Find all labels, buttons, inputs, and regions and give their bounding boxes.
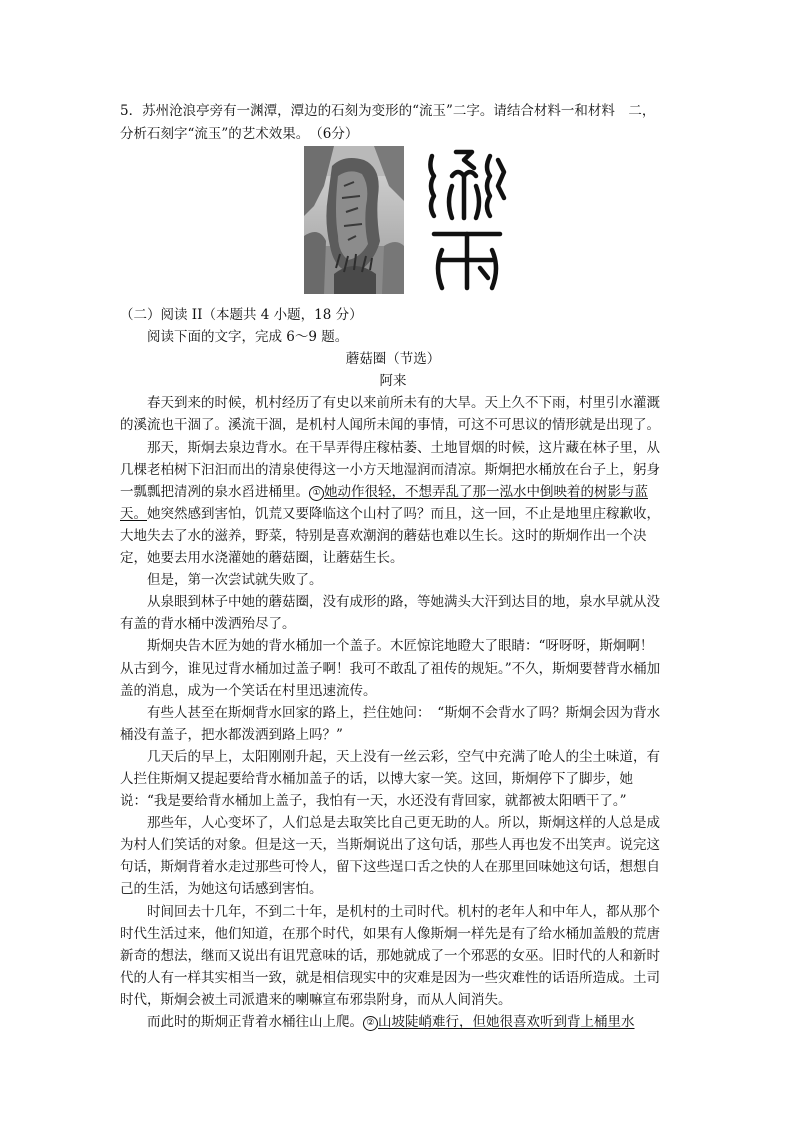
underlined-sentence-1: 她动作很轻，不想弄乱了那一泓水中倒映着的树影与蓝天。 bbox=[120, 483, 648, 522]
article-author: 阿来 bbox=[379, 373, 407, 390]
seal-char-yu bbox=[434, 234, 500, 288]
section-instruction: 阅读下面的文字，完成 6～9 题。 bbox=[147, 329, 349, 346]
paragraph-8: 那些年，人心变坏了，人们总是去取笑比自己更无助的人。所以，斯炯这样的人总是成为村人们笑话的对象。但是这一天，当斯炯说出了这句话，那些人再也发不出笑声。说完这句话，斯炯背着水走过那些可怜人，留下这些逞口舌之快的人在那里回味她这句话，想想自己的生活，为她这句话感到害怕。 bbox=[120, 815, 660, 898]
figure-row bbox=[304, 146, 544, 296]
seal-script-characters bbox=[424, 146, 510, 296]
paragraph-10 bbox=[120, 1011, 666, 1033]
seal-char-liu bbox=[430, 152, 504, 218]
paragraph-2-part-b: 她突然感到害怕，饥荒又要降临这个山村了吗？而且，这一回，不止是地里庄稼歉收，大地失去了水的滋养，野菜，特别是喜欢潮润的蘑菇也难以生长。这时的斯炯作出一个决定，她要去用水浇灌她的蘑菇圈，让蘑菇生长。 bbox=[120, 505, 660, 567]
paragraph-9: 时间回去十几年，不到二十年，是机村的土司时代。机村的老年人和中年人，都从那个时代生活过来，他们知道，在那个时代，如果有人像斯炯一样先是有了给水桶加盖般的荒唐新奇的想法，继而又说出有诅咒意味的话，那她就成了一个邪恶的女巫。旧时代的人和新时代的人有一样其实相当一致，就是相信现实中的灾难是因为一些灾难性的话语所造成。土司时代，斯炯会被土司派遣来的喇嘛宣布邪祟附身，而从人间消失。 bbox=[120, 903, 660, 1008]
stone-carving-photo bbox=[304, 146, 404, 294]
paragraph-10-part-a: 而此时的斯炯正背着水桶往山上爬。 bbox=[147, 1014, 363, 1030]
sentence-marker-2: ② bbox=[363, 1016, 378, 1031]
question-5-line-1: 5．苏州沧浪亭旁有一渊潭，潭边的石刻为变形的“流玉”二字。请结合材料一和材料 二， bbox=[120, 103, 656, 119]
stone-carving-image bbox=[304, 146, 404, 294]
paragraph-7: 几天后的早上，太阳刚刚升起，天上没有一丝云彩，空气中充满了呛人的尘土味道，有人拦住斯炯又提起要给背水桶加盖子的话，以博大家一笑。这回，斯炯停下了脚步，她说：“我是要给背水桶加上盖子，我怕有一天，水还没有背回家，就都被太阳晒干了。” bbox=[120, 748, 660, 810]
reading-section bbox=[120, 304, 666, 1033]
section-heading: （二）阅读 II（本题共 4 小题，18 分） bbox=[120, 307, 363, 323]
paragraph-1: 春天到来的时候，机村经历了有史以来前所未有的大旱。天上久不下雨，村里引水灌溉的溪流也干涸了。溪流干涸，是机村人闻所未闻的事情，可这不可思议的情形就是出现了。 bbox=[120, 395, 660, 434]
question-5-line-2: 分析石刻字“流玉”的艺术效果。 （6分） bbox=[120, 126, 359, 142]
paragraph-6: 有些人甚至在斯炯背水回家的路上，拦住她问： “斯炯不会背水了吗？斯炯会因为背水桶没有盖子，把水都泼洒到路上吗？” bbox=[120, 704, 661, 743]
underlined-sentence-2: 山坡陡峭难行，但她很喜欢听到背上桶里水 bbox=[378, 1014, 635, 1030]
paragraph-5: 斯炯央告木匠为她的背水桶加一个盖子。木匠惊诧地瞪大了眼睛：“呀呀呀，斯炯啊！从古到今，谁见过背水桶加过盖子啊！我可不敢乱了祖传的规矩。”不久，斯炯要替背水桶加盖的消息，成为一个笑话在村里迅速流传。 bbox=[120, 638, 661, 699]
paragraph-4: 从泉眼到林子中她的蘑菇圈，没有成形的路，等她满头大汗到达目的地，泉水早就从没有盖的背水桶中泼洒殆尽了。 bbox=[120, 594, 660, 633]
article-title: 蘑菇圈（节选） bbox=[345, 351, 441, 368]
paragraph-2 bbox=[120, 437, 666, 570]
sentence-marker-1: ① bbox=[309, 486, 324, 501]
paragraph-3: 但是，第一次尝试就失败了。 bbox=[147, 572, 323, 589]
seal-script-image bbox=[424, 146, 510, 296]
question-5 bbox=[120, 100, 676, 146]
paragraph-2-part-a: 那天，斯炯去泉边背水。在干旱弄得庄稼枯萎、土地冒烟的时候，这片藏在林子里，从几棵老柏树下汩汩而出的清泉使得这一小方天地湿润而清凉。斯炯把水桶放在台子上，躬身一瓢瓢把清冽的泉水舀进桶里。 bbox=[120, 439, 660, 500]
